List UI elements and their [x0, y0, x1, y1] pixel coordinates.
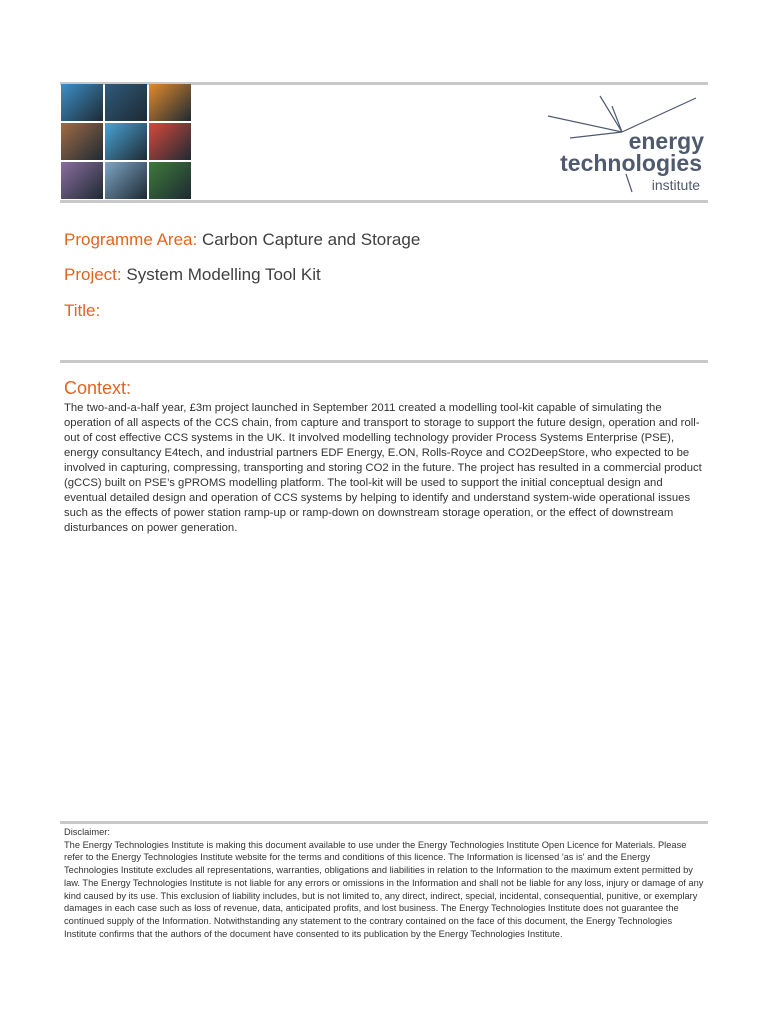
section-divider	[60, 360, 708, 363]
disclaimer-block	[64, 826, 706, 940]
power-station-photo-tile	[61, 162, 103, 199]
eti-logo	[540, 92, 710, 196]
logo-word-energy: energy	[628, 128, 704, 154]
header-bottom-rule	[60, 200, 708, 203]
disclaimer-body: The Energy Technologies Institute is making this document available to use under the Energy Technologies Institute Open Licence for Materials. Please refer to the Energy Technologies Institute website for the terms and conditions of this licence. The Information is licensed 'as is' and the Energy Technologies Institute excludes all representations, warranties, obligations and liabilities in relation to the Information to the maximum extent permitted by law. The Energy Technologies Institute is not liable for any errors or omissions in the Information and shall not be liable for any loss, injury or damage of any kind caused by its use. This exclusion of liability includes, but is not limited to, any direct, indirect, special, incidental, consequential, punitive, or exemplary damages in each case such as loss of revenue, data, anticipated profits, and lost business. The Energy Technologies Institute does not guarantee the continued supply of the Information. Notwithstanding any statement to the contrary contained on the face of this document, the Energy Technologies Institute confirms that the authors of the document have consented to its publication by the Energy Technologies Institute.	[64, 839, 704, 939]
footer-rule	[60, 821, 708, 824]
thermal-photo-tile	[149, 123, 191, 160]
programme-area-label: Programme Area:	[64, 230, 198, 249]
building-photo-tile	[61, 123, 103, 160]
disclaimer-heading: Disclaimer:	[64, 827, 110, 837]
pipeline-photo-tile	[105, 84, 147, 121]
project-label: Project:	[64, 265, 122, 284]
project-value: System Modelling Tool Kit	[126, 265, 321, 284]
logo-word-technologies: technologies	[560, 150, 702, 176]
context-body: The two-and-a-half year, £3m project launched in September 2011 created a modelling tool-kit capable of simulating the operation of all aspects of the CCS chain, from capture and transport to storage to support the future design, operation and roll-out of cost effective CCS systems in the UK. It involved modelling technology provider Process Systems Enterprise (PSE), energy consultancy E4tech, and industrial partners EDF Energy, E.ON, Rolls-Royce and CO2DeepStore, who expected to be involved in capturing, compressing, transporting and storing CO2 in the future. The project has resulted in a commercial product (gCCS) built on PSE’s gPROMS modelling platform. The tool-kit will be used to support the initial conceptual design and eventual detailed design and operation of CCS systems by helping to identify and understand system-wide operational issues such as the effects of power station ramp-up or ramp-down on downstream storage operation, or the effect of downstream disturbances on power generation.	[64, 402, 702, 534]
title-field	[64, 301, 100, 321]
photo-mosaic	[61, 84, 191, 198]
programme-area-field	[64, 230, 420, 250]
pylon-photo-tile	[105, 123, 147, 160]
water-photo-tile	[61, 84, 103, 121]
project-field	[64, 265, 321, 285]
context-heading: Context:	[64, 378, 132, 398]
programme-area-value: Carbon Capture and Storage	[201, 230, 421, 249]
logo-word-institute: institute	[651, 177, 700, 193]
flame-photo-tile	[149, 84, 191, 121]
field-photo-tile	[149, 162, 191, 199]
industrial-site-photo-tile	[105, 162, 147, 199]
title-label: Title:	[64, 301, 101, 320]
